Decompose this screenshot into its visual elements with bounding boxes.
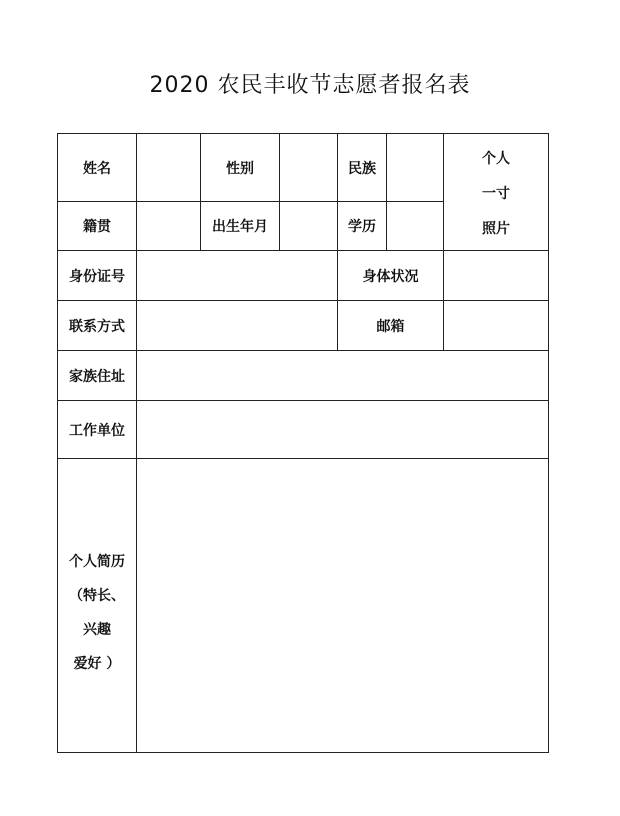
contact-field[interactable]	[137, 301, 337, 350]
label-id-number: 身份证号	[69, 268, 125, 285]
resume-label-line3: 兴趣	[83, 622, 111, 638]
label-email: 邮箱	[376, 318, 405, 335]
label-native-place: 籍贯	[83, 219, 111, 235]
label-gender: 性别	[226, 160, 254, 177]
gender-field[interactable]	[280, 134, 337, 201]
birth-date-field[interactable]	[280, 202, 337, 250]
native-place-field[interactable]	[137, 202, 200, 250]
ethnicity-field[interactable]	[387, 134, 443, 201]
label-ethnicity: 民族	[348, 160, 376, 177]
label-home-address: 家族住址	[69, 368, 125, 385]
resume-label-line1: 个人简历	[69, 554, 125, 570]
form-title: 2020 农民丰收节志愿者报名表	[149, 73, 471, 98]
label-contact: 联系方式	[69, 318, 125, 335]
label-birth-date: 出生年月	[212, 219, 268, 235]
label-health: 身体状况	[362, 268, 419, 285]
home-address-field[interactable]	[137, 351, 548, 400]
resume-field[interactable]	[137, 459, 548, 752]
name-field[interactable]	[137, 134, 200, 201]
id-number-field[interactable]	[137, 251, 337, 300]
work-unit-field[interactable]	[137, 401, 548, 458]
education-field[interactable]	[387, 202, 443, 250]
label-education: 学历	[348, 219, 376, 235]
photo-label-line1: 个人	[482, 151, 510, 167]
photo-label-line2: 一寸	[482, 186, 510, 202]
label-name: 姓名	[83, 160, 111, 177]
photo-label-line3: 照片	[482, 221, 510, 237]
health-field[interactable]	[444, 251, 548, 300]
resume-label-line2: （特长、	[69, 588, 125, 604]
registration-form-table	[57, 133, 549, 753]
label-work-unit: 工作单位	[69, 422, 125, 439]
email-field[interactable]	[444, 301, 548, 350]
resume-label-line4: 爱好 ）	[73, 656, 121, 672]
